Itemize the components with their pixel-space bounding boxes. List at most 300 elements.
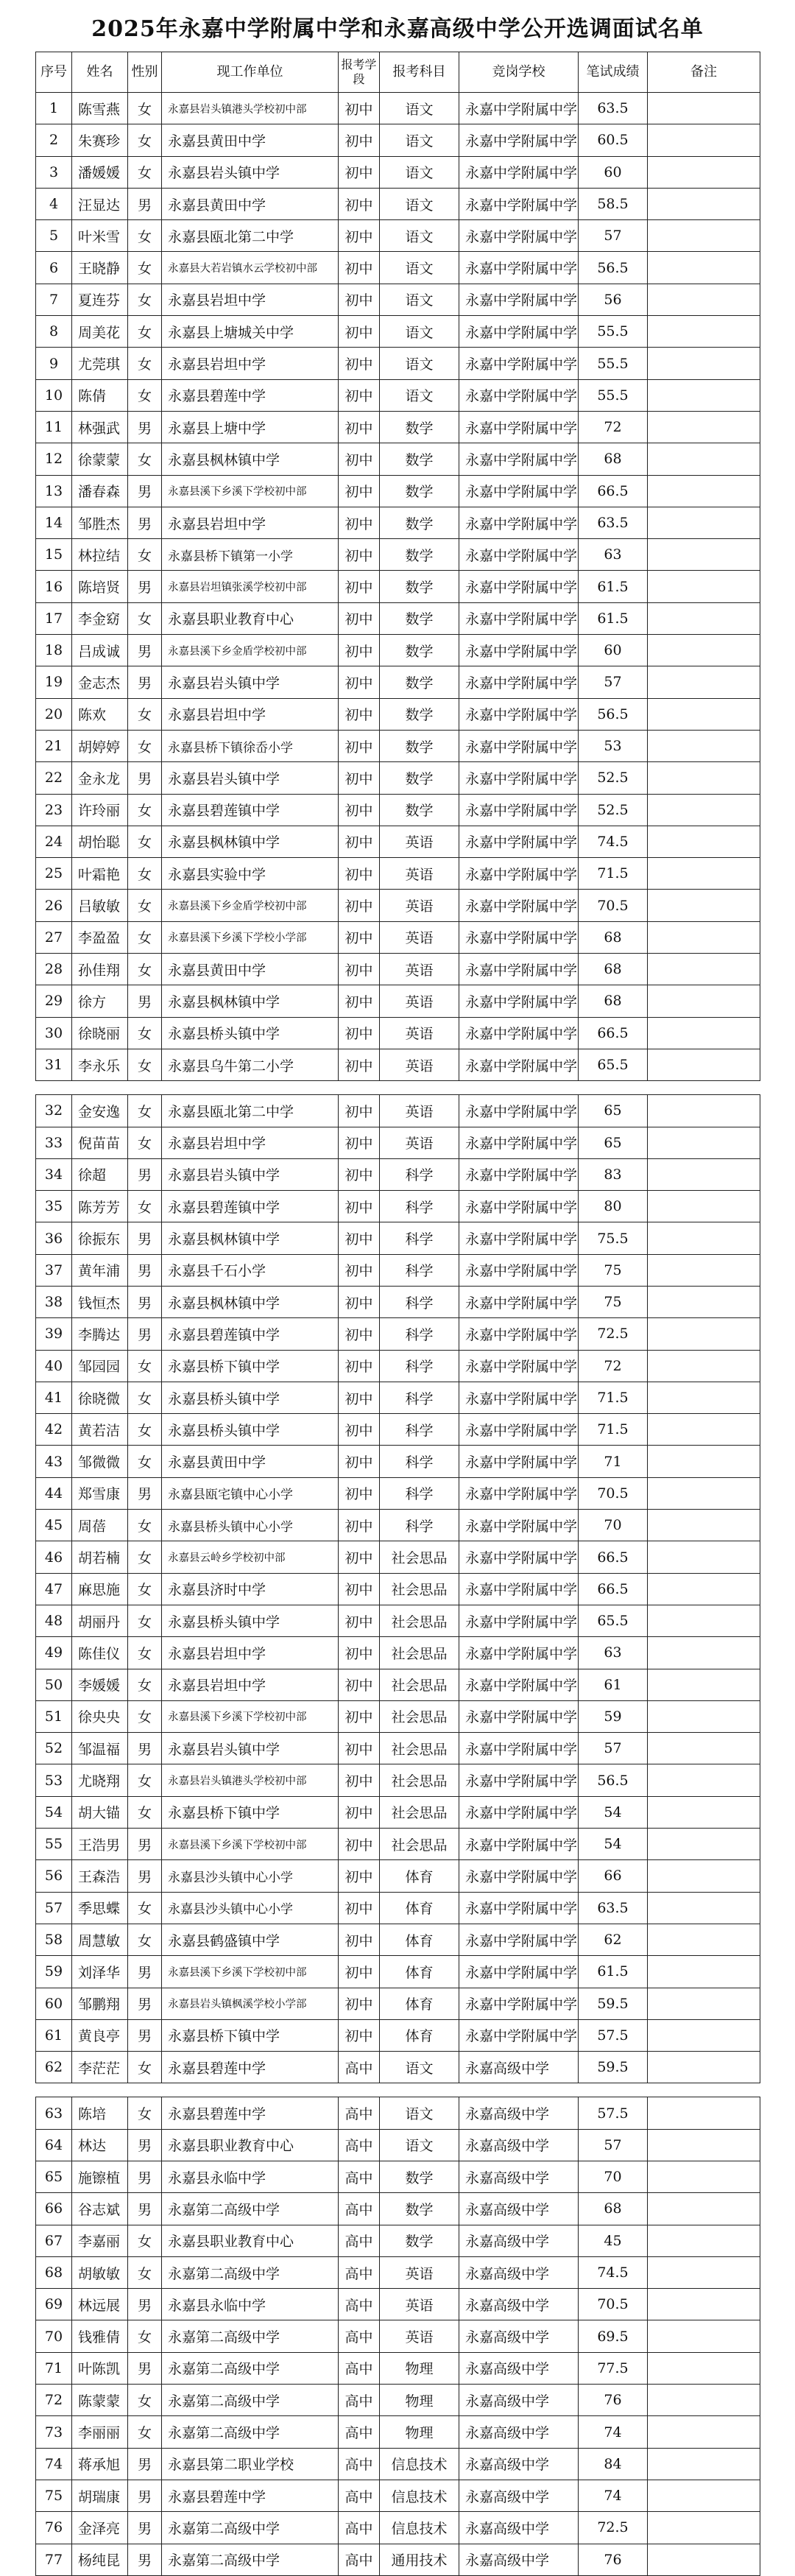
cell-remark	[648, 2225, 760, 2256]
table-row	[36, 1956, 760, 1988]
cell-subject: 语文	[380, 2052, 459, 2083]
cell-index: 9	[36, 348, 72, 379]
table-row	[36, 1477, 760, 1509]
cell-workplace: 永嘉第二高级中学	[162, 2512, 339, 2544]
cell-subject: 数学	[380, 475, 459, 507]
cell-gender: 男	[128, 2129, 162, 2161]
table-row	[36, 2161, 760, 2193]
cell-workplace: 永嘉县溪下乡溪下学校初中部	[162, 1829, 339, 1860]
table-row	[36, 348, 760, 379]
cell-remark	[648, 698, 760, 730]
cell-school: 永嘉中学附属中学	[459, 730, 579, 761]
cell-stage: 初中	[339, 1829, 380, 1860]
cell-gender: 男	[128, 475, 162, 507]
table-row	[36, 794, 760, 826]
cell-workplace: 永嘉县桥头镇中学	[162, 1414, 339, 1446]
cell-workplace: 永嘉县永临中学	[162, 2289, 339, 2320]
cell-subject: 英语	[380, 2289, 459, 2320]
cell-index: 74	[36, 2448, 72, 2480]
cell-name: 麻思施	[72, 1573, 128, 1605]
cell-index: 27	[36, 921, 72, 953]
cell-index: 65	[36, 2161, 72, 2193]
cell-stage: 高中	[339, 2544, 380, 2575]
cell-school: 永嘉中学附属中学	[459, 1127, 579, 1158]
cell-score: 58.5	[579, 188, 648, 219]
table-row	[36, 284, 760, 315]
cell-remark	[648, 2161, 760, 2193]
cell-gender: 女	[128, 794, 162, 826]
table-row	[36, 379, 760, 411]
cell-school: 永嘉中学附属中学	[459, 93, 579, 124]
cell-school: 永嘉中学附属中学	[459, 1764, 579, 1796]
cell-index: 41	[36, 1382, 72, 1413]
cell-index: 31	[36, 1049, 72, 1080]
cell-remark	[648, 1829, 760, 1860]
cell-school: 永嘉中学附属中学	[459, 1510, 579, 1541]
cell-name: 吕敏敏	[72, 890, 128, 921]
cell-score: 63.5	[579, 507, 648, 538]
cell-name: 钱雅倩	[72, 2320, 128, 2352]
cell-subject: 体育	[380, 1956, 459, 1988]
cell-gender: 女	[128, 1700, 162, 1732]
cell-gender: 女	[128, 2225, 162, 2256]
cell-subject: 科学	[380, 1254, 459, 1286]
cell-score: 57.5	[579, 2097, 648, 2129]
cell-workplace: 永嘉县岩头镇中学	[162, 156, 339, 188]
cell-gender: 女	[128, 890, 162, 921]
cell-stage: 初中	[339, 156, 380, 188]
table-row	[36, 1988, 760, 2019]
cell-index: 76	[36, 2512, 72, 2544]
page-title: 2025年永嘉中学附属中学和永嘉高级中学公开选调面试名单	[91, 16, 704, 42]
cell-remark	[648, 826, 760, 857]
cell-workplace: 永嘉县桥下镇第一小学	[162, 539, 339, 571]
table-row	[36, 730, 760, 761]
cell-index: 18	[36, 635, 72, 666]
cell-stage: 初中	[339, 1049, 380, 1080]
table-row	[36, 1669, 760, 1700]
cell-remark	[648, 1605, 760, 1636]
cell-stage: 初中	[339, 1318, 380, 1350]
cell-remark	[648, 156, 760, 188]
cell-score: 55.5	[579, 379, 648, 411]
cell-stage: 初中	[339, 921, 380, 953]
cell-index: 51	[36, 1700, 72, 1732]
cell-remark	[648, 1286, 760, 1317]
cell-workplace: 永嘉县碧莲中学	[162, 2052, 339, 2083]
cell-school: 永嘉中学附属中学	[459, 794, 579, 826]
cell-index: 68	[36, 2256, 72, 2288]
cell-remark	[648, 666, 760, 698]
table-row	[36, 921, 760, 953]
cell-school: 永嘉中学附属中学	[459, 284, 579, 315]
cell-remark	[648, 858, 760, 890]
cell-index: 29	[36, 985, 72, 1017]
cell-school: 永嘉中学附属中学	[459, 1049, 579, 1080]
cell-subject: 物理	[380, 2416, 459, 2448]
cell-index: 21	[36, 730, 72, 761]
cell-subject: 体育	[380, 1988, 459, 2019]
cell-school: 永嘉中学附属中学	[459, 1382, 579, 1413]
cell-subject: 体育	[380, 1860, 459, 1892]
table-row	[36, 475, 760, 507]
cell-index: 26	[36, 890, 72, 921]
cell-workplace: 永嘉县桥头镇中学	[162, 1382, 339, 1413]
table-row	[36, 1017, 760, 1049]
cell-gender: 女	[128, 1350, 162, 1382]
cell-school: 永嘉中学附属中学	[459, 1669, 579, 1700]
cell-name: 金泽亮	[72, 2512, 128, 2544]
cell-remark	[648, 602, 760, 634]
cell-index: 52	[36, 1733, 72, 1764]
cell-gender: 女	[128, 156, 162, 188]
cell-subject: 数学	[380, 507, 459, 538]
cell-score: 61.5	[579, 1956, 648, 1988]
cell-gender: 女	[128, 1127, 162, 1158]
cell-remark	[648, 2097, 760, 2129]
cell-remark	[648, 1254, 760, 1286]
cell-remark	[648, 443, 760, 475]
cell-stage: 初中	[339, 1446, 380, 1477]
cell-remark	[648, 348, 760, 379]
cell-name: 周蓓	[72, 1510, 128, 1541]
cell-remark	[648, 1924, 760, 1955]
table-row	[36, 507, 760, 538]
cell-stage: 初中	[339, 571, 380, 602]
cell-school: 永嘉中学附属中学	[459, 921, 579, 953]
cell-stage: 初中	[339, 284, 380, 315]
table-row	[36, 858, 760, 890]
cell-gender: 女	[128, 1764, 162, 1796]
cell-name: 徐晓微	[72, 1382, 128, 1413]
cell-name: 吕成诚	[72, 635, 128, 666]
cell-gender: 女	[128, 1049, 162, 1080]
cell-school: 永嘉中学附属中学	[459, 602, 579, 634]
cell-name: 陈蒙蒙	[72, 2385, 128, 2416]
cell-workplace: 永嘉县岩头镇枫溪学校小学部	[162, 1988, 339, 2019]
cell-gender: 女	[128, 1414, 162, 1446]
cell-score: 57	[579, 2129, 648, 2161]
table-row	[36, 2320, 760, 2352]
cell-name: 周慧敏	[72, 1924, 128, 1955]
table-row	[36, 2256, 760, 2288]
cell-workplace: 永嘉县桥下镇中学	[162, 1350, 339, 1382]
cell-name: 李金窈	[72, 602, 128, 634]
cell-gender: 女	[128, 252, 162, 284]
cell-school: 永嘉中学附属中学	[459, 571, 579, 602]
cell-remark	[648, 571, 760, 602]
cell-index: 42	[36, 1414, 72, 1446]
cell-workplace: 永嘉县桥头镇中学	[162, 1605, 339, 1636]
cell-remark	[648, 2193, 760, 2225]
cell-index: 13	[36, 475, 72, 507]
cell-stage: 初中	[339, 1924, 380, 1955]
cell-stage: 初中	[339, 93, 380, 124]
cell-school: 永嘉中学附属中学	[459, 124, 579, 156]
cell-name: 李盈盈	[72, 921, 128, 953]
cell-stage: 初中	[339, 1733, 380, 1764]
cell-gender: 女	[128, 602, 162, 634]
cell-index: 70	[36, 2320, 72, 2352]
cell-school: 永嘉中学附属中学	[459, 1733, 579, 1764]
cell-subject: 信息技术	[380, 2448, 459, 2480]
cell-score: 60	[579, 156, 648, 188]
header-score: 笔试成绩	[579, 52, 648, 93]
cell-index: 75	[36, 2480, 72, 2511]
table-row	[36, 2129, 760, 2161]
cell-workplace: 永嘉县碧莲镇中学	[162, 1318, 339, 1350]
cell-index: 30	[36, 1017, 72, 1049]
table-row	[36, 443, 760, 475]
cell-remark	[648, 890, 760, 921]
cell-remark	[648, 220, 760, 252]
cell-workplace: 永嘉县岩头镇港头学校初中部	[162, 1764, 339, 1796]
cell-workplace: 永嘉第二高级中学	[162, 2416, 339, 2448]
cell-workplace: 永嘉县济时中学	[162, 1573, 339, 1605]
cell-name: 李媛媛	[72, 1669, 128, 1700]
cell-workplace: 永嘉县桥下镇中学	[162, 1796, 339, 1828]
cell-subject: 语文	[380, 93, 459, 124]
cell-workplace: 永嘉县溪下乡溪下学校初中部	[162, 1956, 339, 1988]
cell-score: 70.5	[579, 890, 648, 921]
cell-subject: 物理	[380, 2385, 459, 2416]
cell-school: 永嘉高级中学	[459, 2320, 579, 2352]
cell-name: 徐超	[72, 1158, 128, 1190]
cell-remark	[648, 316, 760, 348]
cell-workplace: 永嘉县黄田中学	[162, 1446, 339, 1477]
cell-subject: 科学	[380, 1446, 459, 1477]
cell-workplace: 永嘉县黄田中学	[162, 188, 339, 219]
cell-remark	[648, 188, 760, 219]
cell-name: 邹鹏翔	[72, 1988, 128, 2019]
cell-name: 徐方	[72, 985, 128, 1017]
cell-remark	[648, 794, 760, 826]
cell-gender: 男	[128, 2193, 162, 2225]
cell-index: 54	[36, 1796, 72, 1828]
cell-school: 永嘉中学附属中学	[459, 1956, 579, 1988]
table-row	[36, 2097, 760, 2129]
table-row	[36, 2512, 760, 2544]
table-row	[36, 2385, 760, 2416]
cell-index: 12	[36, 443, 72, 475]
cell-gender: 男	[128, 1733, 162, 1764]
cell-remark	[648, 921, 760, 953]
cell-remark	[648, 954, 760, 985]
cell-school: 永嘉中学附属中学	[459, 1286, 579, 1317]
cell-score: 68	[579, 443, 648, 475]
cell-score: 53	[579, 730, 648, 761]
cell-index: 5	[36, 220, 72, 252]
cell-stage: 初中	[339, 1158, 380, 1190]
cell-school: 永嘉高级中学	[459, 2161, 579, 2193]
cell-name: 林达	[72, 2129, 128, 2161]
cell-stage: 初中	[339, 730, 380, 761]
cell-workplace: 永嘉县岩头镇中学	[162, 762, 339, 794]
cell-index: 15	[36, 539, 72, 571]
cell-subject: 英语	[380, 1095, 459, 1127]
cell-stage: 初中	[339, 890, 380, 921]
cell-score: 61.5	[579, 602, 648, 634]
cell-name: 金志杰	[72, 666, 128, 698]
cell-remark	[648, 1988, 760, 2019]
cell-workplace: 永嘉县沙头镇中心小学	[162, 1892, 339, 1924]
cell-score: 52.5	[579, 794, 648, 826]
cell-index: 17	[36, 602, 72, 634]
cell-gender: 男	[128, 1158, 162, 1190]
cell-gender: 男	[128, 762, 162, 794]
cell-gender: 男	[128, 188, 162, 219]
cell-stage: 初中	[339, 316, 380, 348]
cell-school: 永嘉中学附属中学	[459, 1988, 579, 2019]
cell-score: 65.5	[579, 1049, 648, 1080]
cell-stage: 初中	[339, 985, 380, 1017]
cell-stage: 初中	[339, 762, 380, 794]
cell-name: 林强武	[72, 411, 128, 443]
cell-remark	[648, 1049, 760, 1080]
cell-index: 55	[36, 1829, 72, 1860]
cell-name: 朱赛珍	[72, 124, 128, 156]
cell-stage: 初中	[339, 1095, 380, 1127]
cell-remark	[648, 1796, 760, 1828]
cell-index: 72	[36, 2385, 72, 2416]
cell-gender: 女	[128, 1637, 162, 1669]
cell-workplace: 永嘉县岩头镇中学	[162, 1733, 339, 1764]
table-row	[36, 252, 760, 284]
cell-workplace: 永嘉县上塘中学	[162, 411, 339, 443]
cell-name: 潘春森	[72, 475, 128, 507]
header-subject: 报考科目	[380, 52, 459, 93]
cell-stage: 初中	[339, 2019, 380, 2051]
cell-score: 55.5	[579, 316, 648, 348]
cell-name: 邹微微	[72, 1446, 128, 1477]
table-row	[36, 1222, 760, 1254]
cell-index: 22	[36, 762, 72, 794]
cell-stage: 初中	[339, 1350, 380, 1382]
cell-gender: 女	[128, 316, 162, 348]
cell-workplace: 永嘉县碧莲镇中学	[162, 1191, 339, 1222]
cell-stage: 初中	[339, 443, 380, 475]
cell-workplace: 永嘉县溪下乡金盾学校初中部	[162, 635, 339, 666]
cell-stage: 高中	[339, 2352, 380, 2384]
cell-score: 61	[579, 1669, 648, 1700]
cell-name: 黄年浦	[72, 1254, 128, 1286]
cell-score: 56.5	[579, 698, 648, 730]
cell-index: 19	[36, 666, 72, 698]
cell-gender: 女	[128, 379, 162, 411]
cell-name: 金永龙	[72, 762, 128, 794]
cell-gender: 女	[128, 2052, 162, 2083]
cell-school: 永嘉中学附属中学	[459, 1477, 579, 1509]
cell-score: 71	[579, 1446, 648, 1477]
cell-remark	[648, 2019, 760, 2051]
header-stage: 报考学段	[339, 52, 380, 93]
cell-workplace: 永嘉县岩坦中学	[162, 698, 339, 730]
cell-index: 14	[36, 507, 72, 538]
cell-workplace: 永嘉县岩坦镇张溪学校初中部	[162, 571, 339, 602]
cell-name: 胡丽丹	[72, 1605, 128, 1636]
cell-school: 永嘉中学附属中学	[459, 1892, 579, 1924]
table-row	[36, 2289, 760, 2320]
cell-gender: 女	[128, 954, 162, 985]
cell-name: 刘泽华	[72, 1956, 128, 1988]
table-row	[36, 985, 760, 1017]
cell-gender: 男	[128, 1956, 162, 1988]
cell-name: 徐央央	[72, 1700, 128, 1732]
cell-score: 74	[579, 2416, 648, 2448]
table-row	[36, 666, 760, 698]
cell-gender: 女	[128, 1510, 162, 1541]
cell-name: 林拉结	[72, 539, 128, 571]
cell-gender: 男	[128, 1988, 162, 2019]
cell-index: 67	[36, 2225, 72, 2256]
cell-score: 74	[579, 2480, 648, 2511]
cell-workplace: 永嘉县瓯北第二中学	[162, 1095, 339, 1127]
cell-gender: 女	[128, 1446, 162, 1477]
cell-name: 黄若洁	[72, 1414, 128, 1446]
cell-score: 54	[579, 1796, 648, 1828]
cell-subject: 英语	[380, 1127, 459, 1158]
cell-stage: 初中	[339, 1860, 380, 1892]
cell-score: 63.5	[579, 93, 648, 124]
cell-score: 66.5	[579, 1541, 648, 1573]
table-row	[36, 1049, 760, 1080]
cell-gender: 男	[128, 1829, 162, 1860]
table-row	[36, 156, 760, 188]
table-row	[36, 1541, 760, 1573]
cell-name: 王晓静	[72, 252, 128, 284]
cell-gender: 男	[128, 411, 162, 443]
cell-workplace: 永嘉县岩坦中学	[162, 1637, 339, 1669]
cell-workplace: 永嘉县碧莲中学	[162, 2480, 339, 2511]
cell-school: 永嘉中学附属中学	[459, 188, 579, 219]
cell-workplace: 永嘉县上塘城关中学	[162, 316, 339, 348]
cell-name: 徐晓丽	[72, 1017, 128, 1049]
cell-school: 永嘉中学附属中学	[459, 954, 579, 985]
table-row	[36, 93, 760, 124]
cell-index: 39	[36, 1318, 72, 1350]
cell-name: 李丽丽	[72, 2416, 128, 2448]
cell-index: 6	[36, 252, 72, 284]
cell-name: 林远展	[72, 2289, 128, 2320]
cell-subject: 社会思品	[380, 1637, 459, 1669]
cell-name: 金安逸	[72, 1095, 128, 1127]
cell-gender: 女	[128, 1541, 162, 1573]
cell-school: 永嘉中学附属中学	[459, 1541, 579, 1573]
cell-name: 施镲植	[72, 2161, 128, 2193]
cell-index: 53	[36, 1764, 72, 1796]
cell-stage: 初中	[339, 1127, 380, 1158]
cell-school: 永嘉中学附属中学	[459, 698, 579, 730]
cell-subject: 语文	[380, 316, 459, 348]
cell-remark	[648, 2052, 760, 2083]
cell-gender: 女	[128, 1796, 162, 1828]
cell-score: 72.5	[579, 2512, 648, 2544]
cell-index: 63	[36, 2097, 72, 2129]
cell-index: 58	[36, 1924, 72, 1955]
cell-name: 蒋承旭	[72, 2448, 128, 2480]
cell-name: 季思蝶	[72, 1892, 128, 1924]
cell-score: 57	[579, 666, 648, 698]
cell-index: 46	[36, 1541, 72, 1573]
cell-score: 75	[579, 1254, 648, 1286]
header-gender: 性别	[128, 52, 162, 93]
cell-gender: 男	[128, 2448, 162, 2480]
cell-index: 43	[36, 1446, 72, 1477]
cell-gender: 女	[128, 826, 162, 857]
cell-name: 王森浩	[72, 1860, 128, 1892]
cell-index: 48	[36, 1605, 72, 1636]
cell-workplace: 永嘉县永临中学	[162, 2161, 339, 2193]
